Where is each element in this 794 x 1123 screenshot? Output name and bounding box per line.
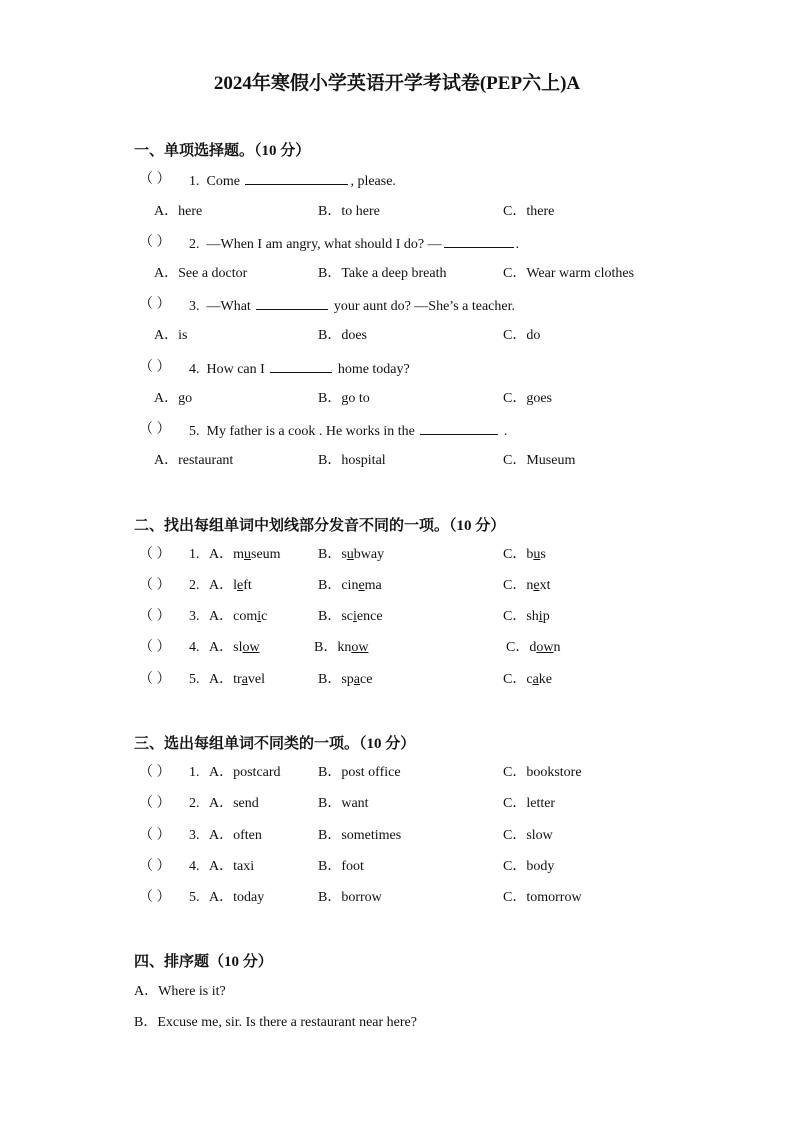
- s1-options-3: [0, 326, 794, 346]
- option-a: A．is: [154, 328, 188, 343]
- word-a: A．left: [209, 578, 252, 593]
- word-c: C．down: [506, 640, 561, 655]
- s4-line-b: [0, 1013, 794, 1033]
- answer-paren[interactable]: （ ）: [139, 672, 171, 687]
- option-a: A．restaurant: [154, 453, 234, 468]
- question-text: 3. —What your aunt do? —She’s a teacher.: [189, 295, 515, 317]
- item-number: 1.: [189, 765, 200, 780]
- s3-item-1: [0, 763, 794, 783]
- s1-options-5: [0, 451, 794, 471]
- word-a: A．slow: [209, 640, 260, 655]
- answer-paren[interactable]: （ ）: [139, 360, 171, 375]
- answer-paren[interactable]: （ ）: [139, 422, 171, 437]
- s3-item-3: [0, 826, 794, 846]
- s2-item-2: [0, 576, 794, 596]
- s1-question-2: [0, 233, 794, 253]
- item-number: 4.: [189, 640, 200, 655]
- item-number: 3.: [189, 828, 200, 843]
- word-b: B．foot: [318, 859, 364, 874]
- word-b: B．want: [318, 796, 369, 811]
- item-number: 5.: [189, 890, 200, 905]
- option-c: C．Wear warm clothes: [503, 266, 635, 281]
- word-c: C．ship: [503, 609, 550, 624]
- word-b: B．sometimes: [318, 828, 402, 843]
- option-c: C．do: [503, 328, 541, 343]
- s2-item-3: [0, 607, 794, 627]
- option-b: B．does: [318, 328, 367, 343]
- section-4-title: 四、排序题（10 分）: [134, 954, 273, 970]
- item-number: 2.: [189, 796, 200, 811]
- s2-item-4: [0, 638, 794, 658]
- item-number: 2.: [189, 578, 200, 593]
- answer-paren[interactable]: （ ）: [139, 547, 171, 562]
- answer-paren[interactable]: （ ）: [139, 578, 171, 593]
- word-b: B．science: [318, 609, 383, 624]
- word-a: A．often: [209, 828, 262, 843]
- section-3-title: 三、选出每组单词不同类的一项。（10 分）: [134, 736, 416, 752]
- word-a: A．send: [209, 796, 259, 811]
- word-c: C．next: [503, 578, 551, 593]
- question-text: 1. Come , please.: [189, 170, 396, 192]
- option-c: C．goes: [503, 391, 552, 406]
- answer-paren[interactable]: （ ）: [139, 609, 171, 624]
- option-b: B．to here: [318, 204, 380, 219]
- s3-item-4: [0, 857, 794, 877]
- answer-paren[interactable]: （ ）: [139, 796, 171, 811]
- word-b: B．subway: [318, 547, 385, 562]
- word-c: C．body: [503, 859, 555, 874]
- option-a: A．See a doctor: [154, 266, 248, 281]
- word-c: C．bookstore: [503, 765, 582, 780]
- word-a: A．travel: [209, 672, 266, 687]
- answer-paren[interactable]: （ ）: [139, 297, 171, 312]
- item-number: 3.: [189, 609, 200, 624]
- s2-item-1: [0, 545, 794, 565]
- answer-blank[interactable]: [444, 233, 514, 248]
- s1-options-4: [0, 389, 794, 409]
- option-b: B．go to: [318, 391, 370, 406]
- s1-question-5: [0, 420, 794, 440]
- section-1-title: 一、单项选择题。（10 分）: [134, 143, 311, 159]
- s1-question-1: [0, 170, 794, 190]
- option-a: A．here: [154, 204, 203, 219]
- word-b: B．space: [318, 672, 373, 687]
- question-text: 5. My father is a cook . He works in the .: [189, 420, 507, 442]
- answer-paren[interactable]: （ ）: [139, 828, 171, 843]
- dialogue-line: B．Excuse me, sir. Is there a restaurant near here?: [134, 1015, 417, 1030]
- word-c: C．tomorrow: [503, 890, 582, 905]
- item-number: 4.: [189, 859, 200, 874]
- answer-paren[interactable]: （ ）: [139, 172, 171, 187]
- s1-options-2: [0, 264, 794, 284]
- s4-line-a: [0, 982, 794, 1002]
- word-a: A．museum: [209, 547, 281, 562]
- answer-blank[interactable]: [420, 420, 498, 435]
- word-a: A．comic: [209, 609, 268, 624]
- word-b: B．post office: [318, 765, 401, 780]
- s2-item-5: [0, 670, 794, 690]
- answer-paren[interactable]: （ ）: [139, 890, 171, 905]
- word-b: B．know: [314, 640, 369, 655]
- word-b: B．borrow: [318, 890, 382, 905]
- s1-options-1: [0, 202, 794, 222]
- option-b: B．hospital: [318, 453, 386, 468]
- word-c: C．letter: [503, 796, 556, 811]
- word-c: C．slow: [503, 828, 553, 843]
- answer-paren[interactable]: （ ）: [139, 859, 171, 874]
- section-2-title: 二、找出每组单词中划线部分发音不同的一项。（10 分）: [134, 518, 506, 534]
- option-c: C．there: [503, 204, 555, 219]
- s1-question-3: [0, 295, 794, 315]
- answer-blank[interactable]: [270, 358, 332, 373]
- item-number: 1.: [189, 547, 200, 562]
- question-text: 4. How can I home today?: [189, 358, 410, 380]
- item-number: 5.: [189, 672, 200, 687]
- word-c: C．cake: [503, 672, 552, 687]
- exam-title: 2024年寒假小学英语开学考试卷(PEP六上)A: [213, 73, 581, 94]
- word-a: A．today: [209, 890, 265, 905]
- s3-item-2: [0, 794, 794, 814]
- question-text: 2. —When I am angry, what should I do? — .: [189, 233, 519, 255]
- word-a: A．postcard: [209, 765, 281, 780]
- option-a: A．go: [154, 391, 193, 406]
- answer-paren[interactable]: （ ）: [139, 640, 171, 655]
- dialogue-line: A．Where is it?: [134, 984, 226, 999]
- s3-item-5: [0, 888, 794, 908]
- answer-blank[interactable]: [245, 170, 348, 185]
- word-a: A．taxi: [209, 859, 255, 874]
- option-b: B．Take a deep breath: [318, 266, 447, 281]
- answer-paren[interactable]: （ ）: [139, 235, 171, 250]
- s1-question-4: [0, 358, 794, 378]
- answer-blank[interactable]: [256, 295, 328, 310]
- word-c: C．bus: [503, 547, 546, 562]
- option-c: C．Museum: [503, 453, 576, 468]
- word-b: B．cinema: [318, 578, 382, 593]
- answer-paren[interactable]: （ ）: [139, 765, 171, 780]
